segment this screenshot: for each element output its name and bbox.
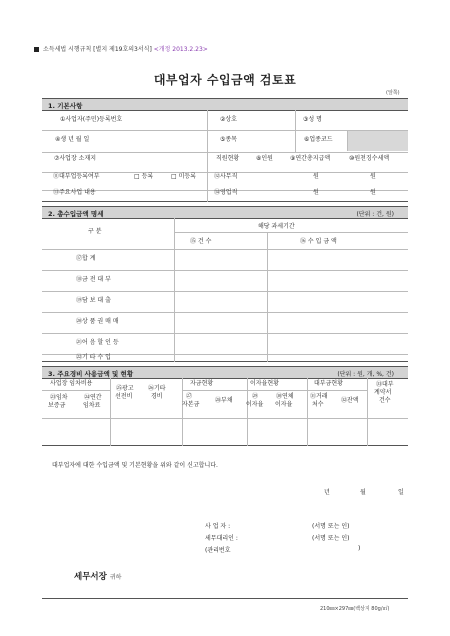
col-other-2: 경비 bbox=[151, 393, 163, 400]
col-period: 해당 과세기간 bbox=[258, 223, 295, 230]
field-registration-status: ⑪대부업등록여부 bbox=[53, 173, 100, 180]
group-collection: 대부금현황 bbox=[314, 380, 343, 387]
field-annual-pay: ⑨연간총지급액 bbox=[290, 155, 331, 162]
field-biz-address: ⑦사업장 소재지 bbox=[54, 155, 97, 162]
recipient bbox=[74, 570, 121, 582]
field-name: ③성 명 bbox=[303, 116, 322, 123]
won-unit-2: 원 bbox=[370, 173, 376, 180]
col-loan-1: ㉝대부 bbox=[376, 381, 394, 388]
row-bill-discount: ㉑어 음 할 인 등 bbox=[76, 339, 119, 346]
col-amount: ⑯ 수 입 금 액 bbox=[300, 238, 337, 245]
section3-table bbox=[42, 378, 408, 446]
section3-unit: (단위 : 원, 개, %, 건) bbox=[337, 371, 394, 378]
col-category: 구 분 bbox=[88, 228, 102, 235]
col-count-2: 처수 bbox=[312, 401, 324, 408]
section3-title: 3. 주요경비 사용금액 및 현황 bbox=[48, 370, 134, 378]
col-overdue-1: ㉚연체 bbox=[276, 393, 294, 400]
col-count-1: ㉛거래 bbox=[310, 393, 328, 400]
section2-unit: (단위 : 건, 원) bbox=[356, 211, 394, 218]
applicant-signature[interactable]: (서명 또는 인) bbox=[312, 523, 350, 530]
col-equity-2: 자본금 bbox=[182, 401, 200, 408]
group-interest: 이자율현황 bbox=[250, 380, 279, 387]
field-business-type: ⑤종목 bbox=[220, 136, 237, 143]
agent-label: 세무대리인 : bbox=[205, 535, 238, 542]
declaration-text: 대부업자에 대한 수입금액 및 기본현황을 위와 같이 신고합니다. bbox=[52, 462, 218, 469]
row-total: ⑰합 계 bbox=[76, 255, 96, 262]
applicant-label: 사 업 자 : bbox=[205, 523, 231, 530]
col-contracts: ㉜잔액 bbox=[341, 397, 359, 404]
col-count: ⑮ 건 수 bbox=[190, 238, 212, 245]
management-number-close: ) bbox=[358, 545, 361, 552]
checkbox-unregistered[interactable]: □ 미등록 bbox=[171, 173, 196, 180]
field-biz-reg-no: ①사업자(주민)등록번호 bbox=[60, 116, 123, 123]
section1-title: 1. 기본사항 bbox=[48, 102, 83, 110]
row-gift-card: ⑳상 품 권 매 매 bbox=[76, 318, 119, 325]
col-debt: ㉘부채 bbox=[215, 397, 233, 404]
col-ad-2: 선전비 bbox=[115, 393, 133, 400]
col-equity-1: ㉗ bbox=[186, 393, 193, 400]
recipient-suffix: 귀하 bbox=[109, 574, 122, 581]
col-annual-rent-2: 임차료 bbox=[83, 402, 101, 409]
date-month[interactable]: 월 bbox=[360, 489, 366, 496]
form-title: 대부업자 수입금액 검토표 bbox=[153, 73, 297, 87]
won-unit-3: 원 bbox=[313, 189, 319, 196]
won-unit-1: 원 bbox=[313, 173, 319, 180]
page-side: (앞쪽) bbox=[386, 90, 400, 96]
won-unit-4: 원 bbox=[370, 189, 376, 196]
square-bullet-icon bbox=[34, 47, 39, 52]
field-office-staff: ⑫사무직 bbox=[214, 173, 238, 180]
checkbox-registered[interactable]: □ 등록 bbox=[134, 173, 154, 180]
group-funds: 자금현황 bbox=[190, 380, 214, 387]
field-sales-staff: ⑭영업직 bbox=[214, 189, 238, 196]
col-annual-rent-1: ㉔연간 bbox=[84, 394, 102, 401]
footer-divider bbox=[42, 598, 408, 599]
section2-title: 2. 총수입금액 명세 bbox=[48, 210, 104, 218]
row-other-income: ㉒기 타 수 입 bbox=[76, 354, 111, 361]
col-deposit-2: 보증금 bbox=[48, 402, 66, 409]
group-rent: 사업장 임차비용 bbox=[50, 380, 93, 387]
field-headcount: ⑧인원 bbox=[256, 155, 273, 162]
industry-code-value[interactable] bbox=[347, 131, 408, 151]
date-year[interactable]: 년 bbox=[324, 489, 330, 496]
field-main-business: ⑬주요사업 내용 bbox=[53, 189, 96, 196]
field-trade-name: ②상호 bbox=[220, 116, 237, 123]
form-reference-text: 소득세법 시행규칙 [별지 제19호의3서식] bbox=[43, 46, 152, 53]
date-day[interactable]: 일 bbox=[398, 489, 404, 496]
col-loan-3: 건수 bbox=[379, 397, 391, 404]
col-ad-1: ㉕광고 bbox=[116, 385, 134, 392]
col-rate-1: ㉙ bbox=[252, 393, 259, 400]
col-other-1: ㉖기타 bbox=[148, 385, 166, 392]
agent-signature[interactable]: (서명 또는 인) bbox=[312, 535, 350, 542]
col-rate-2: 이자율 bbox=[246, 401, 264, 408]
col-deposit-1: ㉓임차 bbox=[50, 394, 68, 401]
field-withholding-tax: ⑩원천징수세액 bbox=[349, 155, 390, 162]
col-overdue-2: 이자율 bbox=[275, 401, 293, 408]
field-industry-code: ⑥업종코드 bbox=[304, 136, 333, 143]
row-money-lending: ⑱금 전 대 부 bbox=[76, 276, 111, 283]
management-number: (관리번호 bbox=[205, 547, 231, 554]
recipient-office: 세무서장 bbox=[74, 572, 107, 582]
row-secured-loan: ⑲담 보 대 출 bbox=[76, 297, 111, 304]
col-loan-2: 계약서 bbox=[374, 389, 392, 396]
form-reference bbox=[34, 44, 208, 53]
revision-date: <개정 2013.2.23> bbox=[153, 46, 208, 53]
paper-spec: 210㎜×297㎜(백상지 80g/㎡) bbox=[320, 606, 390, 612]
field-staff-status: 직원현황 bbox=[216, 155, 240, 162]
field-birth: ④생 년 월 일 bbox=[55, 136, 90, 143]
